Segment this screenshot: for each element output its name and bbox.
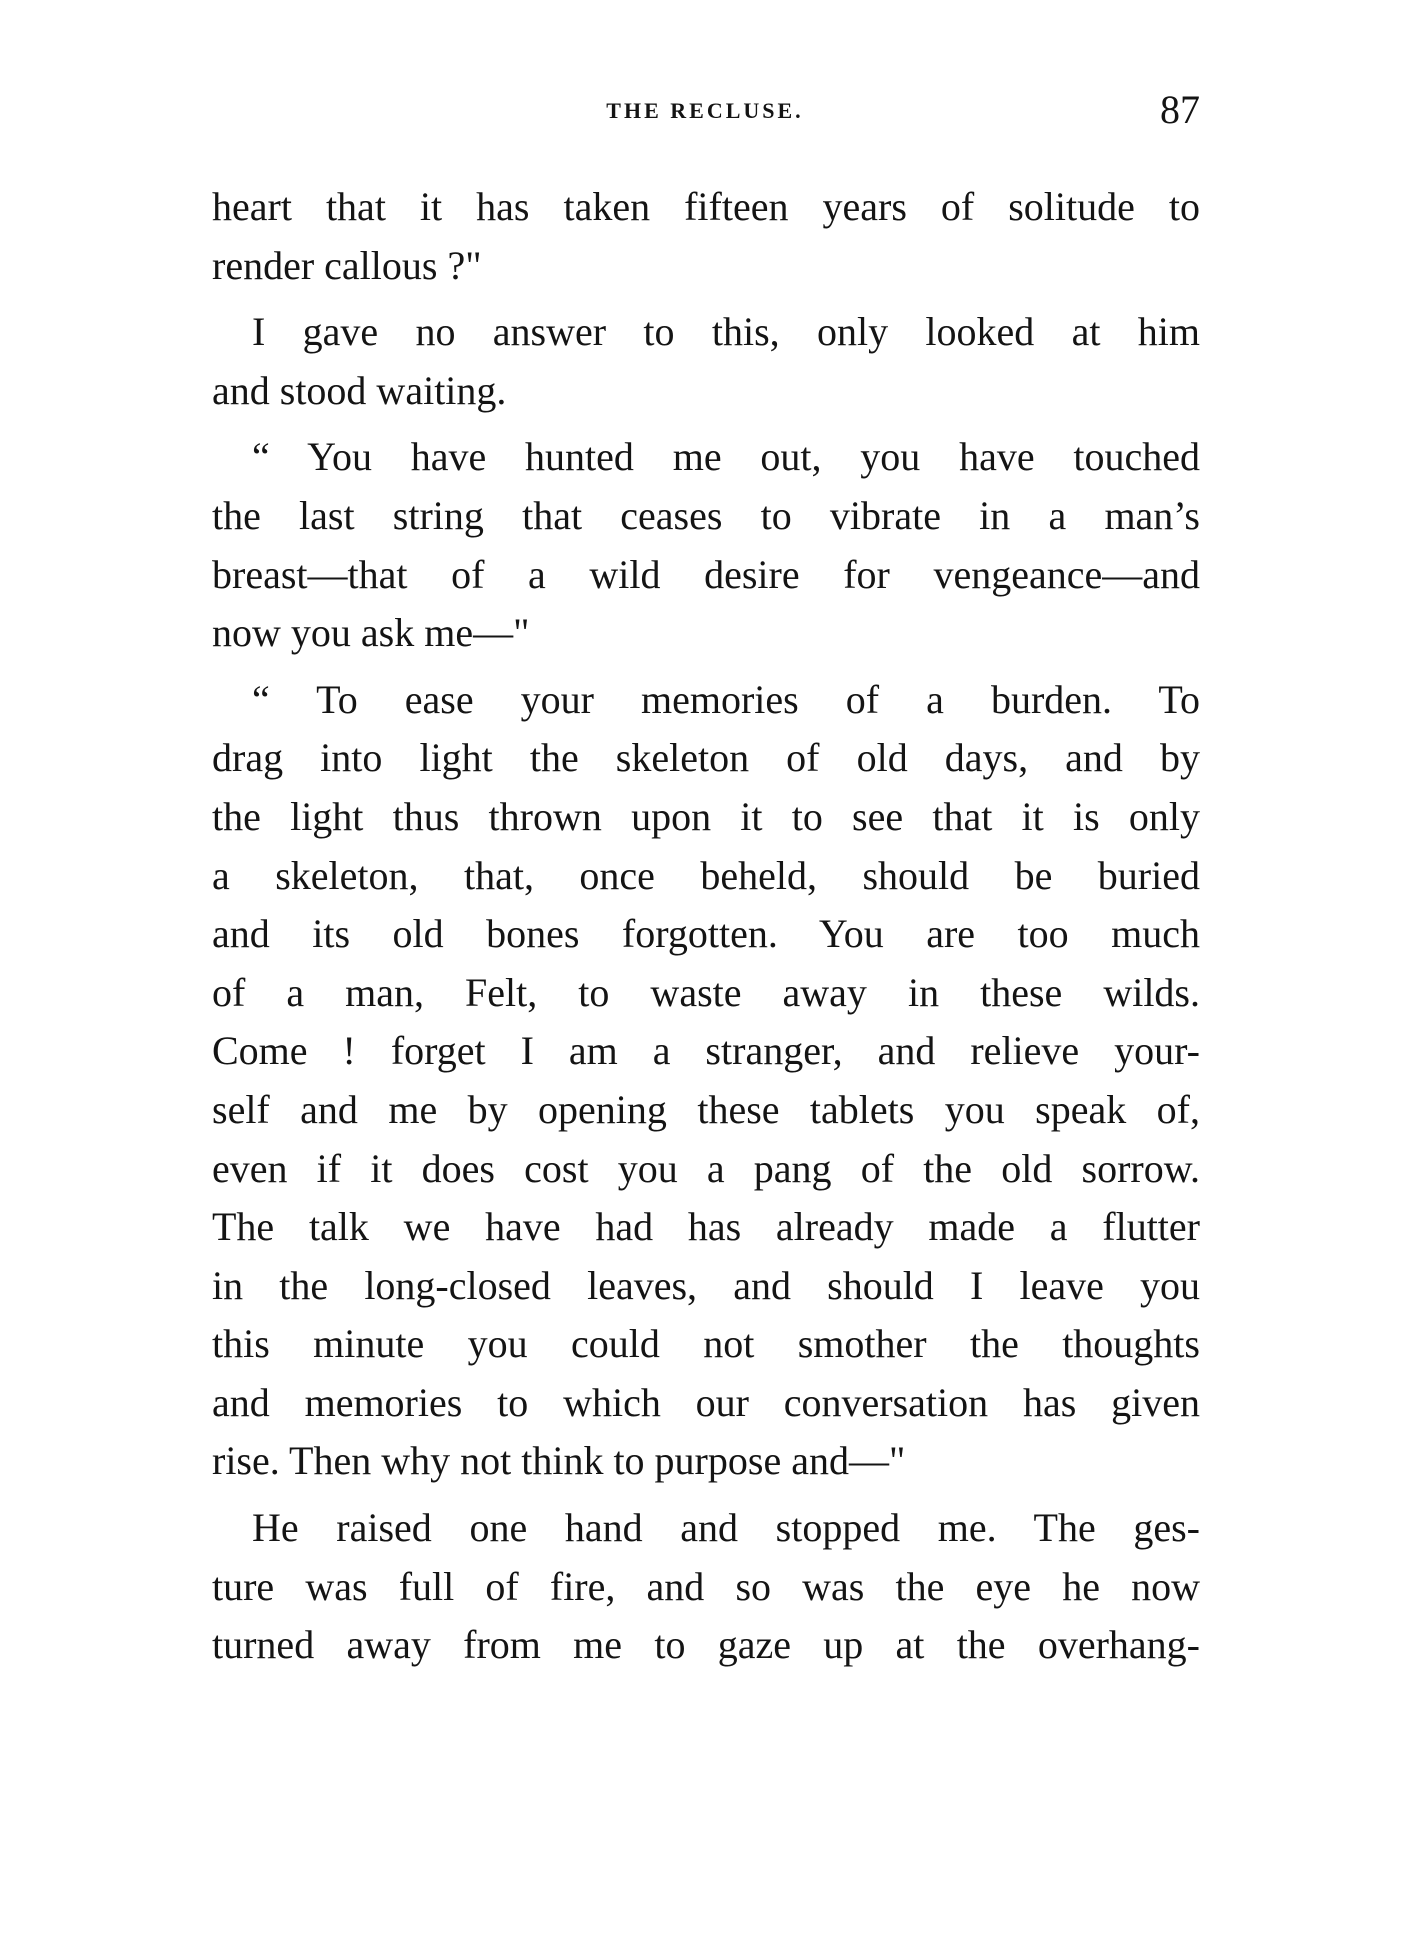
text-line: of a man, Felt, to waste away in these wilds. bbox=[212, 969, 1200, 1015]
text-line: render callous ?" bbox=[212, 242, 482, 288]
text-line: the last string that ceases to vibrate in a man’s bbox=[212, 492, 1200, 538]
paragraph-gap bbox=[212, 420, 1200, 428]
text-line: heart that it has taken fifteen years of solitude to bbox=[212, 184, 1200, 229]
paragraph-gap bbox=[212, 295, 1200, 303]
text-line: drag into light the skeleton of old days, and by bbox=[212, 735, 1200, 781]
paragraph bbox=[212, 178, 1200, 295]
text-line: Come ! forget I am a stranger, and relieve your- bbox=[212, 1028, 1200, 1074]
text-line: and its old bones forgotten. You are too much bbox=[212, 911, 1200, 957]
text-line: even if it does cost you a pang of the old sorrow. bbox=[212, 1145, 1200, 1191]
text-line: breast—that of a wild desire for vengeance—and bbox=[212, 551, 1200, 597]
page-number: 87 bbox=[1160, 87, 1200, 132]
text-line: and stood waiting. bbox=[212, 367, 507, 413]
body-text bbox=[212, 178, 1200, 1675]
paragraph bbox=[212, 1499, 1200, 1675]
text-line: turned away from me to gaze up at the overhang- bbox=[212, 1622, 1200, 1668]
text-line: He raised one hand and stopped me. The ges- bbox=[252, 1505, 1200, 1551]
paragraph-gap bbox=[212, 1491, 1200, 1499]
text-line: self and me by opening these tablets you speak of, bbox=[212, 1086, 1200, 1132]
text-line: “ To ease your memories of a burden. To bbox=[252, 676, 1200, 722]
paragraph bbox=[212, 428, 1200, 662]
paragraph bbox=[212, 303, 1200, 420]
text-line: this minute you could not smother the thoughts bbox=[212, 1321, 1200, 1367]
paragraph bbox=[212, 671, 1200, 1491]
text-line: a skeleton, that, once beheld, should be buried bbox=[212, 852, 1200, 898]
text-line: the light thus thrown upon it to see that it is only bbox=[212, 793, 1200, 839]
running-head bbox=[210, 87, 1200, 132]
text-line: now you ask me—" bbox=[212, 610, 530, 656]
text-line: The talk we have had has already made a flutter bbox=[212, 1204, 1200, 1250]
text-line: in the long-closed leaves, and should I leave you bbox=[212, 1262, 1200, 1308]
text-line: ture was full of fire, and so was the eye he now bbox=[212, 1563, 1200, 1609]
text-line: rise. Then why not think to purpose and—" bbox=[212, 1438, 906, 1484]
running-title: THE RECLUSE. bbox=[606, 98, 804, 123]
paragraph-gap bbox=[212, 663, 1200, 671]
text-line: “ You have hunted me out, you have touched bbox=[252, 434, 1200, 480]
text-line: I gave no answer to this, only looked at him bbox=[252, 309, 1200, 355]
text-line: and memories to which our conversation has given bbox=[212, 1379, 1200, 1425]
